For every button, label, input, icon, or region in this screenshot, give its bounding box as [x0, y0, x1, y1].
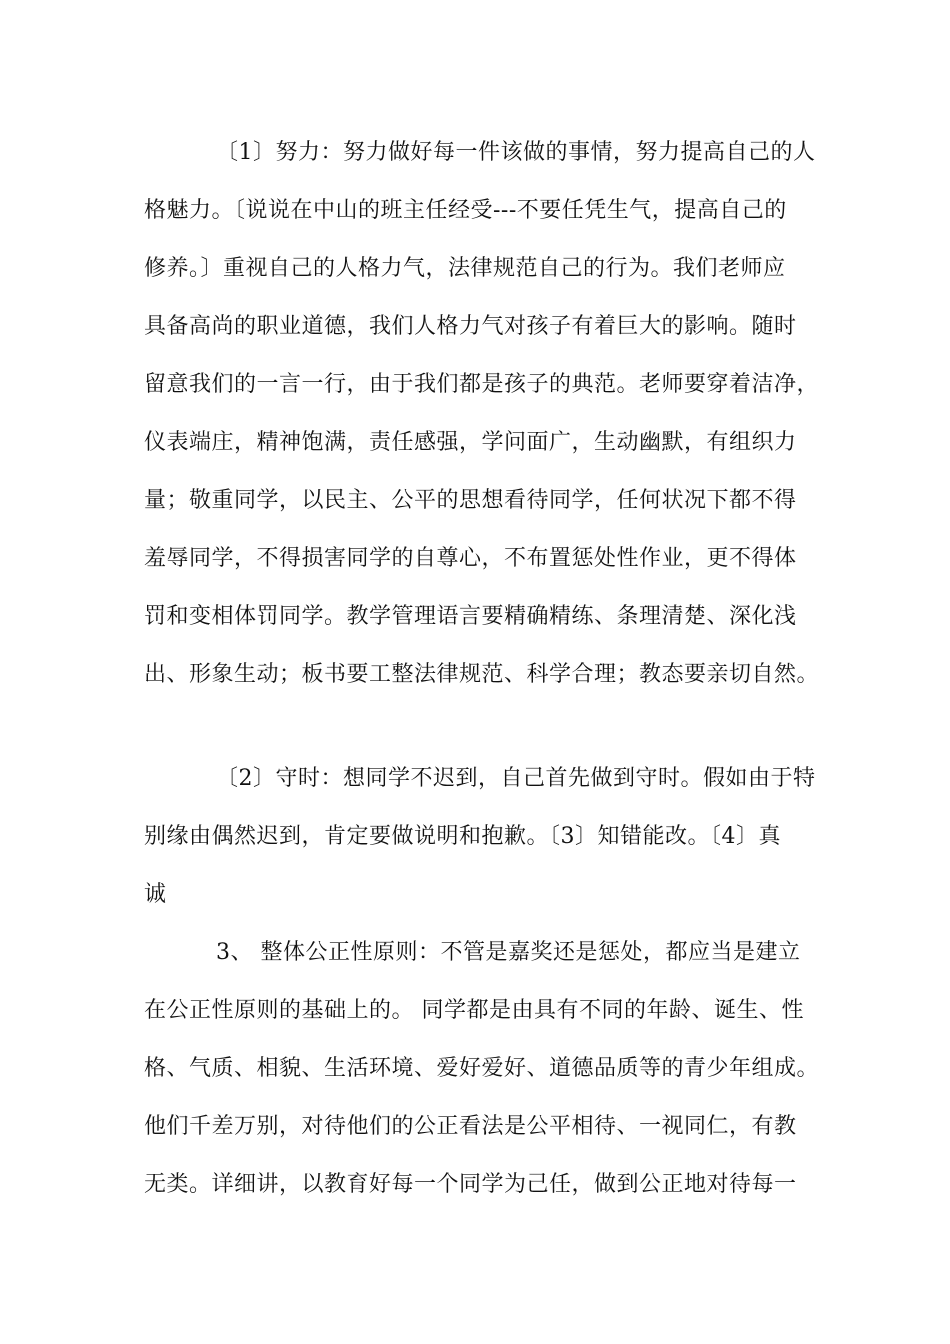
- paragraph-1-line-8: 羞辱同学，不得损害同学的自尊心，不布置惩处性作业，更不得体: [144, 546, 797, 571]
- paragraph-1-line-10: 出、形象生动；板书要工整法律规范、科学合理；教态要亲切自然。: [144, 662, 820, 687]
- paragraph-2-line-2: 别缘由偶然迟到，肯定要做说明和抱歉。〔3〕知错能改。〔4〕真: [144, 824, 781, 849]
- paragraph-1-line-9: 罚和变相体罚同学。教学管理语言要精确精练、条理清楚、深化浅: [144, 604, 797, 629]
- paragraph-1-line-1: 〔1〕努力：努力做好每一件该做的事情，努力提高自己的人: [216, 140, 816, 165]
- paragraph-1-line-7: 量；敬重同学，以民主、公平的思想看待同学，任何状况下都不得: [144, 488, 797, 513]
- paragraph-3-line-1: 3、 整体公正性原则：不管是嘉奖还是惩处，都应当是建立: [216, 940, 801, 965]
- paragraph-3-line-5: 无类。详细讲，以教育好每一个同学为己任，做到公正地对待每一: [144, 1172, 797, 1197]
- paragraph-2-line-1: 〔2〕守时：想同学不迟到，自己首先做到守时。假如由于特: [216, 766, 816, 791]
- paragraph-1-line-2: 格魅力。〔说说在中山的班主任经受---不要任凭生气，提高自己的: [144, 198, 787, 223]
- paragraph-1-line-4: 具备高尚的职业道德，我们人格力气对孩子有着巨大的影响。随时: [144, 314, 797, 339]
- paragraph-3-line-4: 他们千差万别，对待他们的公正看法是公平相待、一视同仁，有教: [144, 1114, 797, 1139]
- paragraph-2-line-3: 诚: [144, 882, 167, 907]
- paragraph-1-line-3: 修养。〕重视自己的人格力气，法律规范自己的行为。我们老师应: [144, 256, 786, 281]
- paragraph-1-line-5: 留意我们的一言一行，由于我们都是孩子的典范。老师要穿着洁净，: [144, 372, 820, 397]
- paragraph-1-line-6: 仪表端庄，精神饱满，责任感强，学问面广，生动幽默，有组织力: [144, 430, 797, 455]
- paragraph-3-line-2: 在公正性原则的基础上的。 同学都是由具有不同的年龄、诞生、性: [144, 998, 804, 1023]
- paragraph-3-line-3: 格、气质、相貌、生活环境、爱好爱好、道德品质等的青少年组成。: [144, 1056, 820, 1081]
